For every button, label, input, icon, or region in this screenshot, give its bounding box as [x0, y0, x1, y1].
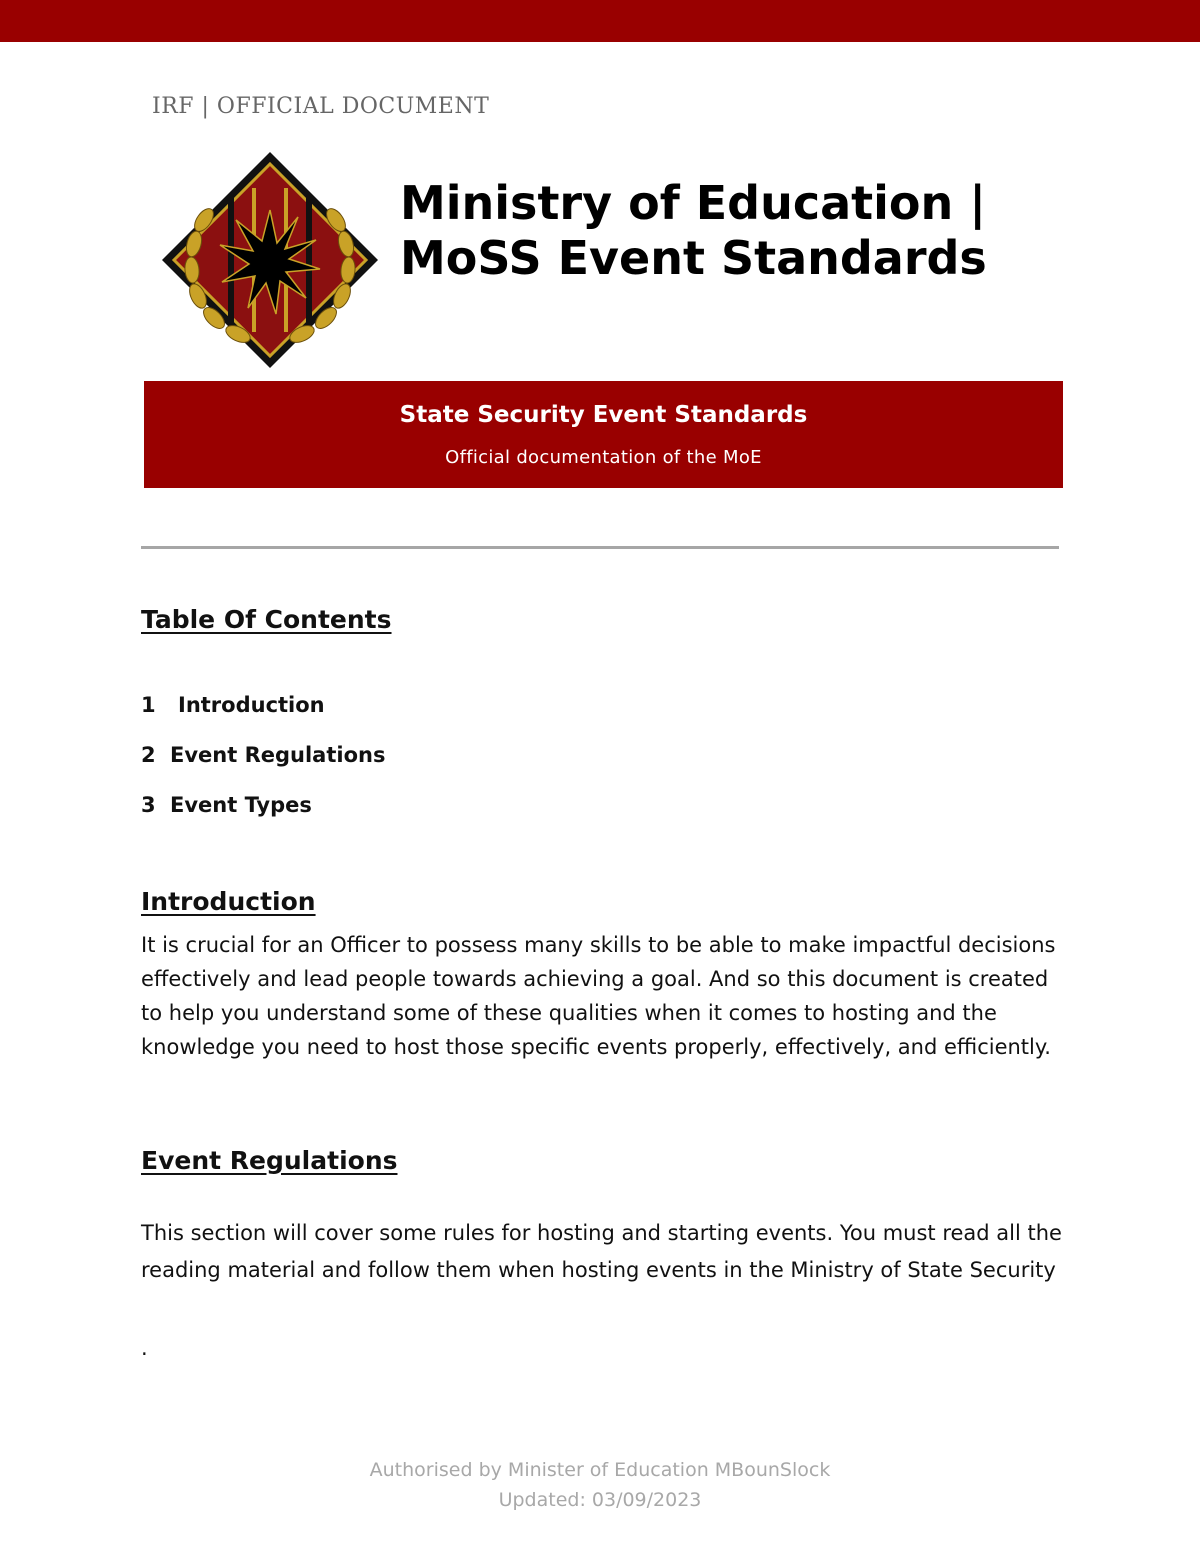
toc-item-label: Event Regulations — [170, 743, 386, 767]
title-banner — [144, 381, 1063, 488]
document-title — [400, 176, 1160, 286]
toc-item-label: Event Types — [170, 793, 312, 817]
toc-item-label: Introduction — [178, 693, 325, 717]
footer-authorised: Authorised by Minister of Education MBounSlock — [369, 1459, 831, 1481]
ministry-emblem-icon — [158, 148, 382, 372]
toc-item-event-types[interactable] — [141, 790, 385, 840]
document-title-line-2: MoSS Event Standards — [400, 231, 987, 285]
event-regulations-trailing-mark: . — [141, 1336, 148, 1360]
top-accent-bar — [0, 0, 1200, 42]
toc-heading: Table Of Contents — [141, 605, 392, 634]
table-of-contents — [141, 690, 385, 840]
introduction-text: It is crucial for an Officer to possess many skills to be able to make impactful decisions effectively and lead people towards achieving a goal. And so this document is created to help you understand some of these qualities when it comes to hosting and the knowledge you need to host those specific events properly, effectively, and efficiently. — [141, 933, 1056, 1059]
toc-item-number: 3 — [141, 793, 156, 817]
event-regulations-heading: Event Regulations — [141, 1146, 398, 1175]
toc-item-number: 1 — [141, 693, 156, 717]
footer-updated: Updated: 03/09/2023 — [498, 1489, 702, 1511]
document-title-line-1: Ministry of Education | — [400, 176, 987, 230]
banner-title: State Security Event Standards — [399, 402, 808, 428]
toc-item-number: 2 — [141, 743, 156, 767]
banner-subtitle: Official documentation of the MoE — [445, 447, 762, 468]
toc-item-event-regulations[interactable] — [141, 740, 385, 790]
section-divider — [141, 546, 1059, 549]
toc-item-introduction[interactable] — [141, 690, 385, 740]
document-header-label: IRF | OFFICIAL DOCUMENT — [152, 94, 490, 119]
introduction-heading: Introduction — [141, 887, 316, 916]
event-regulations-text: This section will cover some rules for hosting and starting events. You must read all the reading material and follow them when hosting events in the Ministry of State Security — [141, 1221, 1062, 1282]
